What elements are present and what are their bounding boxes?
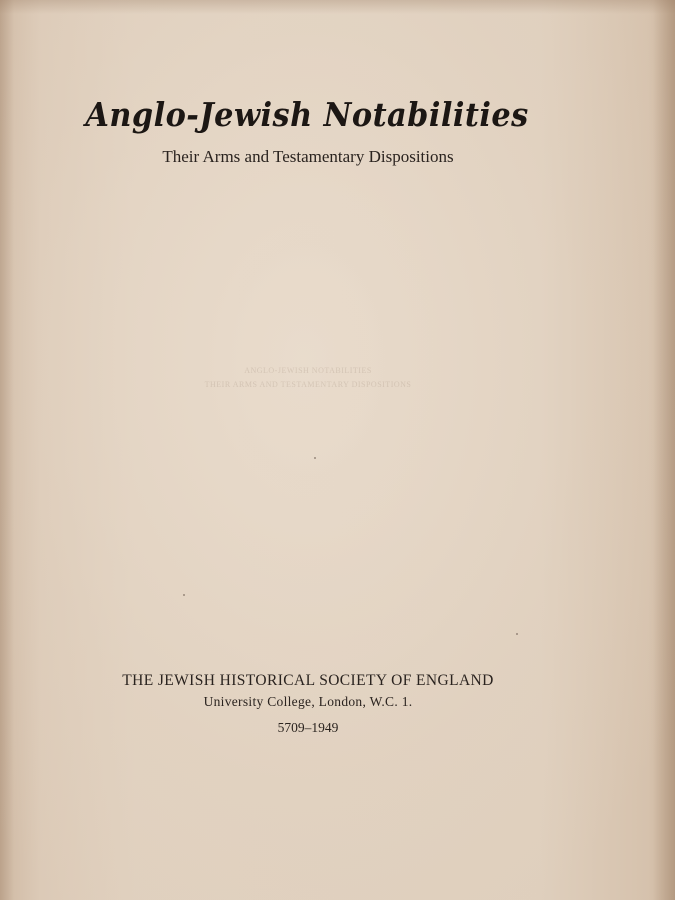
paper-speck (516, 633, 518, 635)
publication-date: 5709–1949 (277, 720, 339, 735)
book-subtitle: Their Arms and Testamentary Dispositions (162, 147, 454, 166)
page-top-shadow (0, 0, 675, 14)
publisher-address: University College, London, W.C. 1. (203, 694, 413, 709)
page-right-shadow (653, 0, 675, 900)
paper-speck (314, 457, 316, 459)
page-left-shadow (0, 0, 14, 900)
show-through-text-line-2: THEIR ARMS AND TESTAMENTARY DISPOSITIONS (204, 380, 412, 389)
publisher-name: THE JEWISH HISTORICAL SOCIETY OF ENGLAND (122, 672, 494, 689)
paper-speck (183, 594, 185, 596)
book-title: Anglo-Jewish Notabilities (85, 95, 529, 134)
show-through-text-line-1: ANGLO-JEWISH NOTABILITIES (244, 366, 372, 375)
